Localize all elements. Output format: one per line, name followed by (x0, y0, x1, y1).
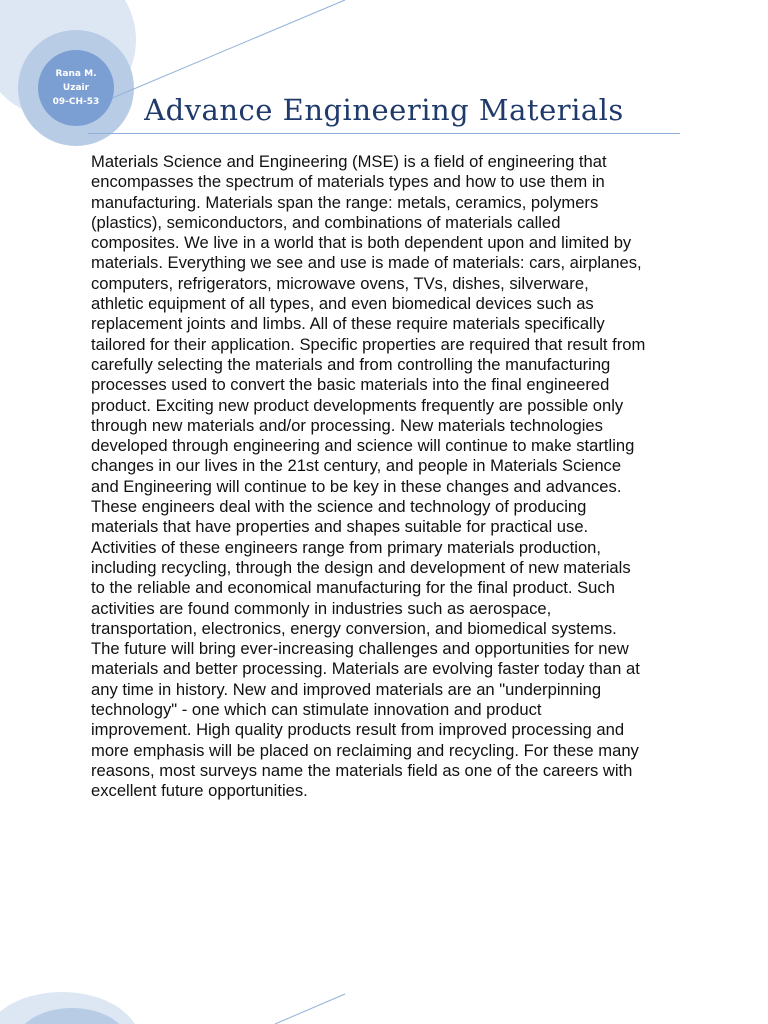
footer-diagonal-line (275, 994, 345, 1024)
page-title: Advance Engineering Materials (144, 93, 624, 127)
body-paragraph: Materials Science and Engineering (MSE) is a field of engineering that encompasses the spectrum of materials types and how to use them in manufacturing. Materials span the range: metals, ceramics, polymers (plastics), semiconductors, and combinations of materials called composites. We live in a world that is both dependent upon and limited by materials. Everything we see and use is made of materials: cars, airplanes, computers, refrigerators, microwave ovens, TVs, dishes, silverware, athletic equipment of all types, and even biomedical devices such as replacement joints and limbs. All of these require materials specifically tailored for their application. Specific properties are required that result from carefully selecting the materials and from controlling the manufacturing processes used to convert the basic materials into the final engineered product. Exciting new product developments frequently are possible only through new materials and/or processing. New materials technologies developed through engineering and science will continue to make startling changes in our lives in the 21st century, and people in Materials Science and Engineering will continue to be key in these changes and advances. These engineers deal with the science and technology of producing materials that have properties and shapes suitable for practical use. Activities of these engineers range from primary materials production, including recycling, through the design and development of new materials to the reliable and economical manufacturing for the final product. Such activities are found commonly in industries such as aerospace, transportation, electronics, energy conversion, and biomedical systems. The future will bring ever-increasing challenges and opportunities for new materials and better processing. Materials are evolving faster today than at any time in history. New and improved materials are an "underpinning technology" - one which can stimulate innovation and product improvement. High quality products result from improved processing and more emphasis will be placed on reclaiming and recycling. For these many reasons, most surveys name the materials field as one of the careers with excellent future opportunities. (91, 152, 646, 801)
header-decoration (0, 0, 768, 160)
author-name-first: Rana M. (55, 69, 97, 79)
title-underline (88, 133, 680, 134)
author-roll-number: 09-CH-53 (52, 97, 100, 107)
author-name-last: Uzair (62, 83, 90, 93)
footer-decoration (0, 984, 768, 1024)
